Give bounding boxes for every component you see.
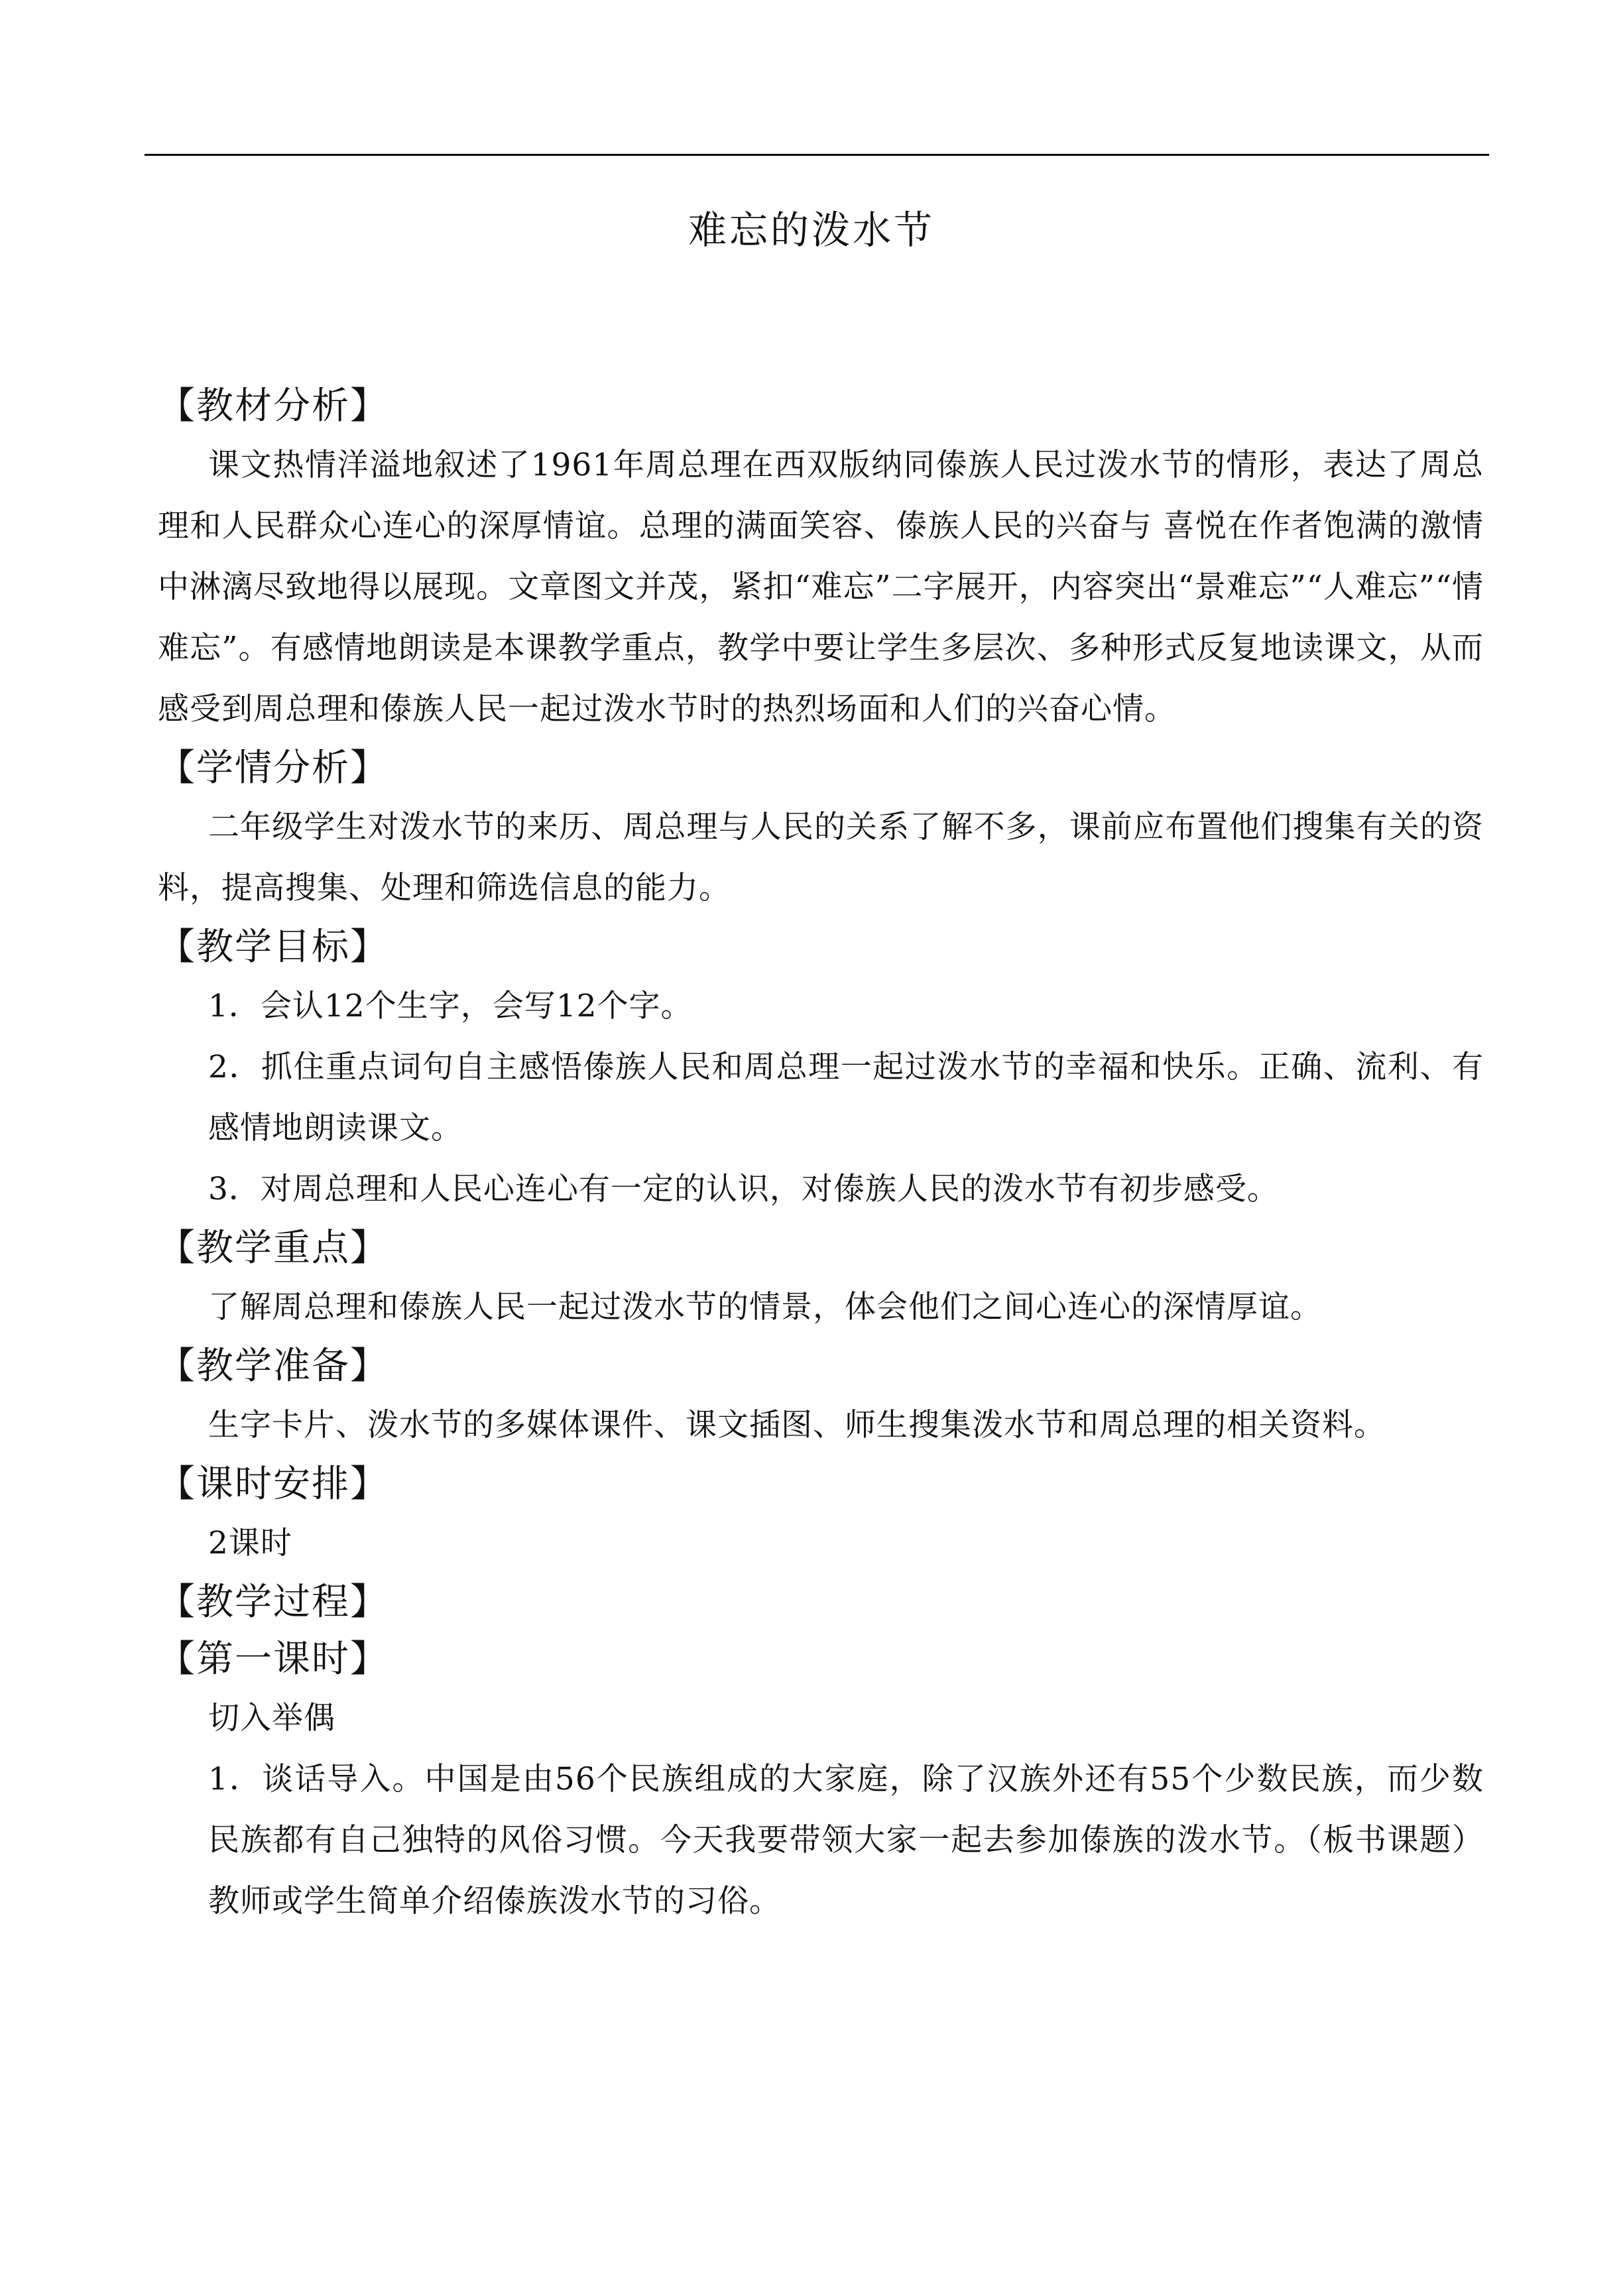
page-title: 难忘的泼水节 [688, 208, 935, 253]
lesson1-item: 1．谈话导入。中国是由56个民族组成的大家庭，除了汉族外还有55个少数民族，而少数民族都有自己独特的风俗习惯。今天我要带领大家一起去参加傣族的泼水节。（板书课题）教师或学生简单介绍傣族泼水节的习俗。 [208, 1761, 1484, 1919]
section-heading-focus: 【教学重点】 [158, 1227, 389, 1270]
students-paragraph: 二年级学生对泼水节的来历、周总理与人民的关系了解不多，课前应布置他们搜集有关的资料，提高搜集、处理和筛选信息的能力。 [158, 809, 1484, 906]
section-heading-process: 【教学过程】 [158, 1581, 389, 1624]
schedule-paragraph: 2课时 [208, 1525, 292, 1561]
prep-paragraph: 生字卡片、泼水节的多媒体课件、课文插图、师生搜集泼水节和周总理的相关资料。 [208, 1407, 1386, 1443]
goal-item: 2．抓住重点词句自主感悟傣族人民和周总理一起过泼水节的幸福和快乐。正确、流利、有感情地朗读课文。 [208, 1049, 1484, 1146]
section-heading-analysis: 【教材分析】 [158, 385, 389, 428]
section-heading-lesson1: 【第一课时】 [158, 1638, 389, 1681]
goal-item: 3．对周总理和人民心连心有一定的认识，对傣族人民的泼水节有初步感受。 [208, 1171, 1279, 1207]
lesson1-intro: 切入举偶 [208, 1700, 335, 1736]
section-heading-goals: 【教学目标】 [158, 926, 389, 969]
goal-item: 1．会认12个生字，会写12个字。 [208, 988, 693, 1024]
analysis-paragraph: 课文热情洋溢地叙述了1961年周总理在西双版纳同傣族人民过泼水节的情形，表达了周总理和人民群众心连心的深厚情谊。总理的满面笑容、傣族人民的兴奋与 喜悦在作者饱满的激情中淋漓尽致地得以展现。文章图文并茂，紧扣“难忘”二字展开，内容突出“景难忘”“人难忘”“情难忘”。有感情地朗读是本课教学重点，教学中要让学生多层次、多种形式反复地读课文，从而感受到周总理和傣族人民一起过泼水节时的热烈场面和人们的兴奋心情。 [158, 447, 1484, 727]
section-heading-students: 【学情分析】 [158, 747, 389, 790]
document-body [158, 378, 1484, 1932]
focus-paragraph: 了解周总理和傣族人民一起过泼水节的情景，体会他们之间心连心的深情厚谊。 [208, 1289, 1322, 1325]
header-rule [145, 154, 1489, 156]
section-heading-schedule: 【课时安排】 [158, 1463, 389, 1506]
section-heading-prep: 【教学准备】 [158, 1345, 389, 1388]
